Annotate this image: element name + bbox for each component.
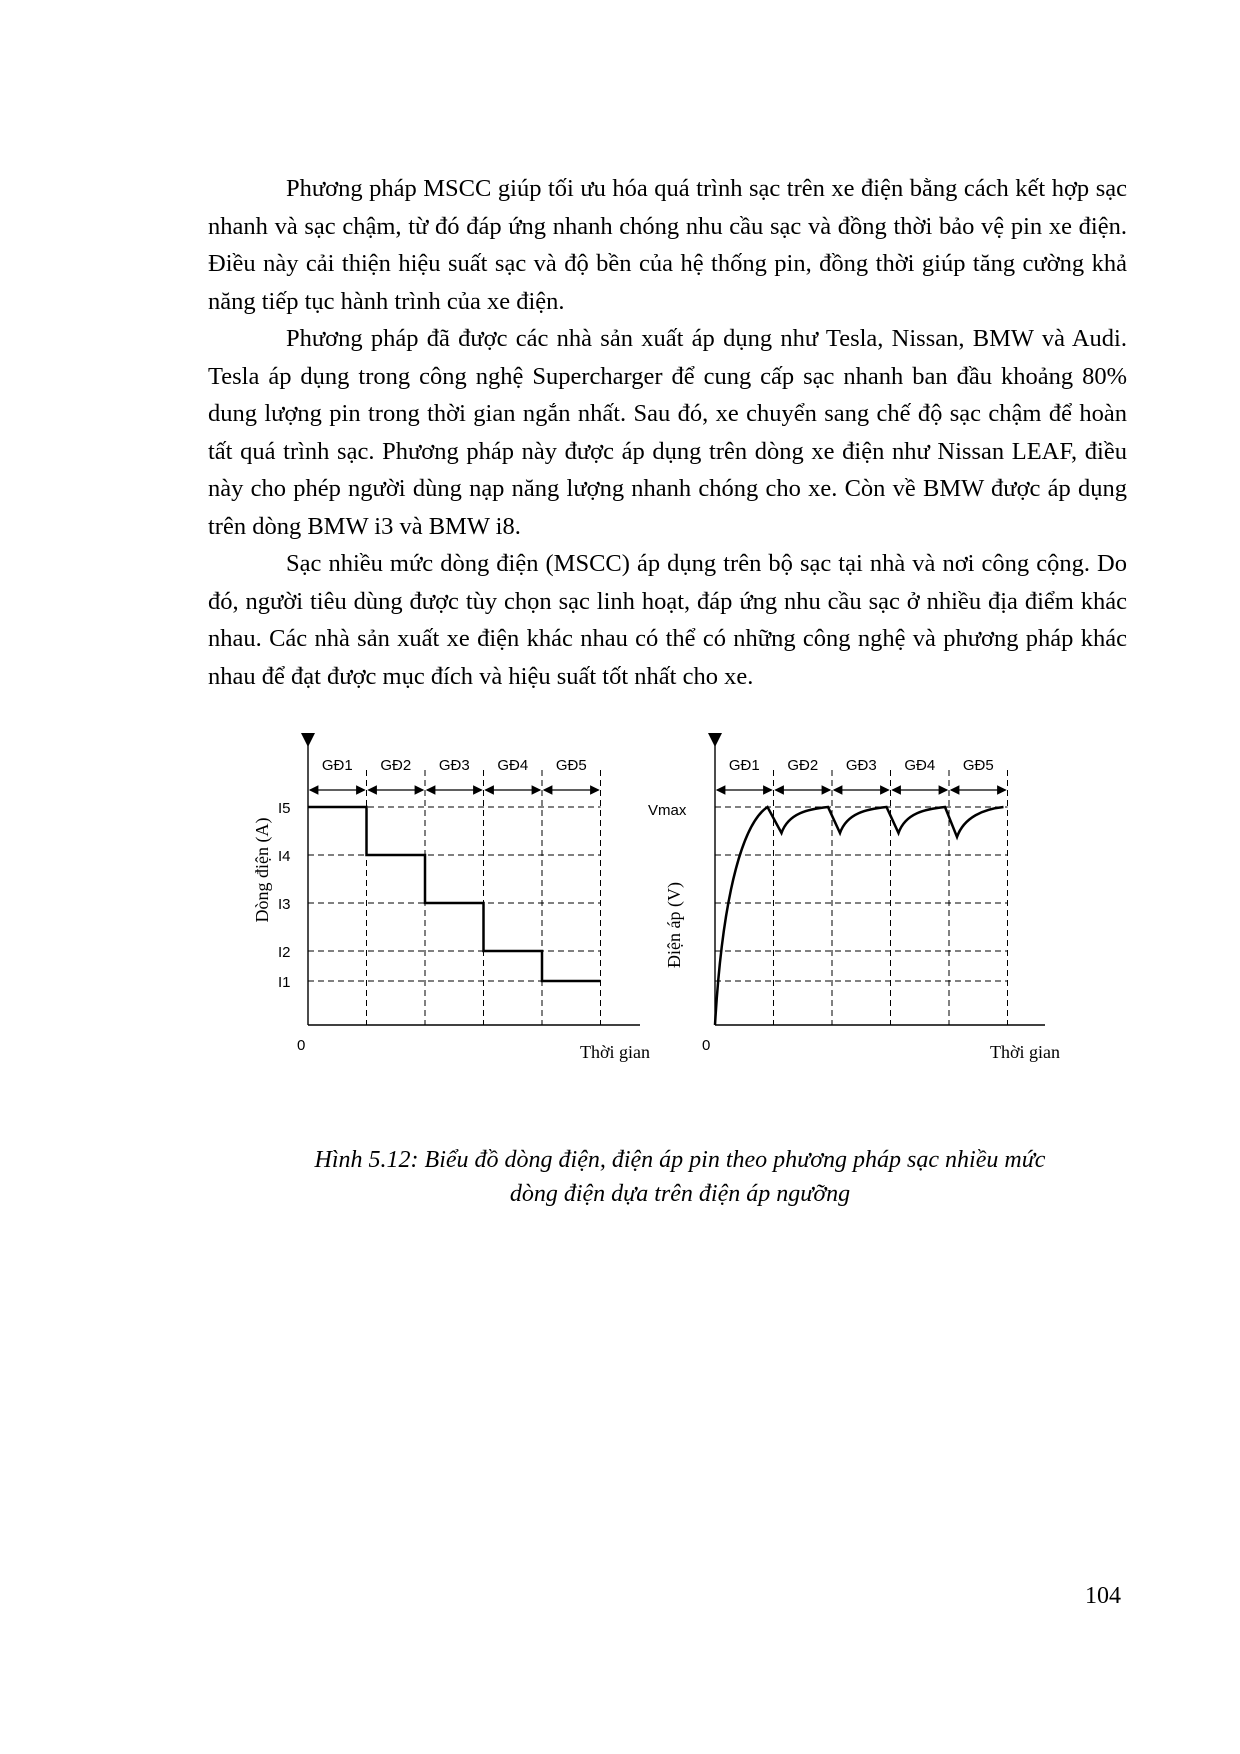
current-level-label-i1: I1 bbox=[278, 974, 291, 991]
current-level-label-i5: I5 bbox=[278, 800, 291, 817]
page-number: 104 bbox=[1085, 1583, 1121, 1609]
current-stage-label: GĐ2 bbox=[380, 757, 412, 774]
paragraph-3: Sạc nhiều mức dòng điện (MSCC) áp dụng trên bộ sạc tại nhà và nơi công cộng. Do đó, người tiêu dùng được tùy chọn sạc linh hoạt, đáp ứng nhu cầu sạc ở nhiều địa điểm khác nhau. Các nhà sản xuất xe điện khác nhau có thể có những công nghệ và phương pháp khác nhau để đạt được mục đích và hiệu suất tốt nhất cho xe. bbox=[208, 550, 1127, 690]
current-y-label: Dòng điện (A) bbox=[252, 817, 272, 923]
voltage-stage-label: GĐ1 bbox=[728, 757, 760, 774]
current-origin-label: 0 bbox=[297, 1037, 306, 1054]
voltage-stage-label: GĐ5 bbox=[962, 757, 994, 774]
voltage-chart bbox=[640, 735, 1100, 1105]
current-chart bbox=[240, 735, 660, 1105]
caption-line-1: Hình 5.12: Biểu đồ dòng điện, điện áp pin theo phương pháp sạc nhiều mức bbox=[314, 1147, 1046, 1173]
current-stage-label: GĐ1 bbox=[321, 757, 353, 774]
voltage-stage-label: GĐ3 bbox=[845, 757, 877, 774]
current-level-label-i3: I3 bbox=[278, 896, 291, 913]
current-level-label-i4: I4 bbox=[278, 848, 291, 865]
current-x-label: Thời gian bbox=[580, 1042, 651, 1062]
figure-caption bbox=[180, 1143, 1180, 1211]
current-stage-label: GĐ4 bbox=[497, 757, 529, 774]
voltage-y-label: Điện áp (V) bbox=[664, 882, 684, 968]
paragraph-2: Phương pháp đã được các nhà sản xuất áp dụng như Tesla, Nissan, BMW và Audi. Tesla áp dụng trong công nghệ Supercharger để cung cấp sạc nhanh ban đầu khoảng 80% dung lượng pin trong thời gian ngắn nhất. Sau đó, xe chuyển sang chế độ sạc chậm để hoàn tất quá trình sạc. Phương pháp này được áp dụng trên dòng xe điện như Nissan LEAF, điều này cho phép người dùng nạp năng lượng nhanh chóng cho xe. Còn về BMW được áp dụng trên dòng BMW i3 và BMW i8. bbox=[208, 325, 1127, 540]
current-step-line bbox=[308, 807, 601, 981]
caption-line-2: dòng điện dựa trên điện áp ngưỡng bbox=[509, 1181, 851, 1207]
voltage-stage-label: GĐ2 bbox=[787, 757, 819, 774]
current-stage-label: GĐ3 bbox=[438, 757, 470, 774]
figure-charts bbox=[240, 735, 1100, 1105]
vmax-label: Vmax bbox=[648, 802, 687, 819]
voltage-x-label: Thời gian bbox=[990, 1042, 1061, 1062]
body-text bbox=[208, 170, 1127, 695]
voltage-origin-label: 0 bbox=[702, 1037, 711, 1054]
current-stage-label: GĐ5 bbox=[555, 757, 587, 774]
paragraph-1: Phương pháp MSCC giúp tối ưu hóa quá trình sạc trên xe điện bằng cách kết hợp sạc nhanh và sạc chậm, từ đó đáp ứng nhanh chóng nhu cầu sạc và đồng thời bảo vệ pin xe điện. Điều này cải thiện hiệu suất sạc và độ bền của hệ thống pin, đồng thời giúp tăng cường khả năng tiếp tục hành trình của xe điện. bbox=[208, 175, 1127, 315]
current-level-label-i2: I2 bbox=[278, 944, 291, 961]
voltage-grid bbox=[715, 770, 1008, 1025]
voltage-stage-label: GĐ4 bbox=[904, 757, 936, 774]
voltage-curve bbox=[715, 807, 1004, 1025]
